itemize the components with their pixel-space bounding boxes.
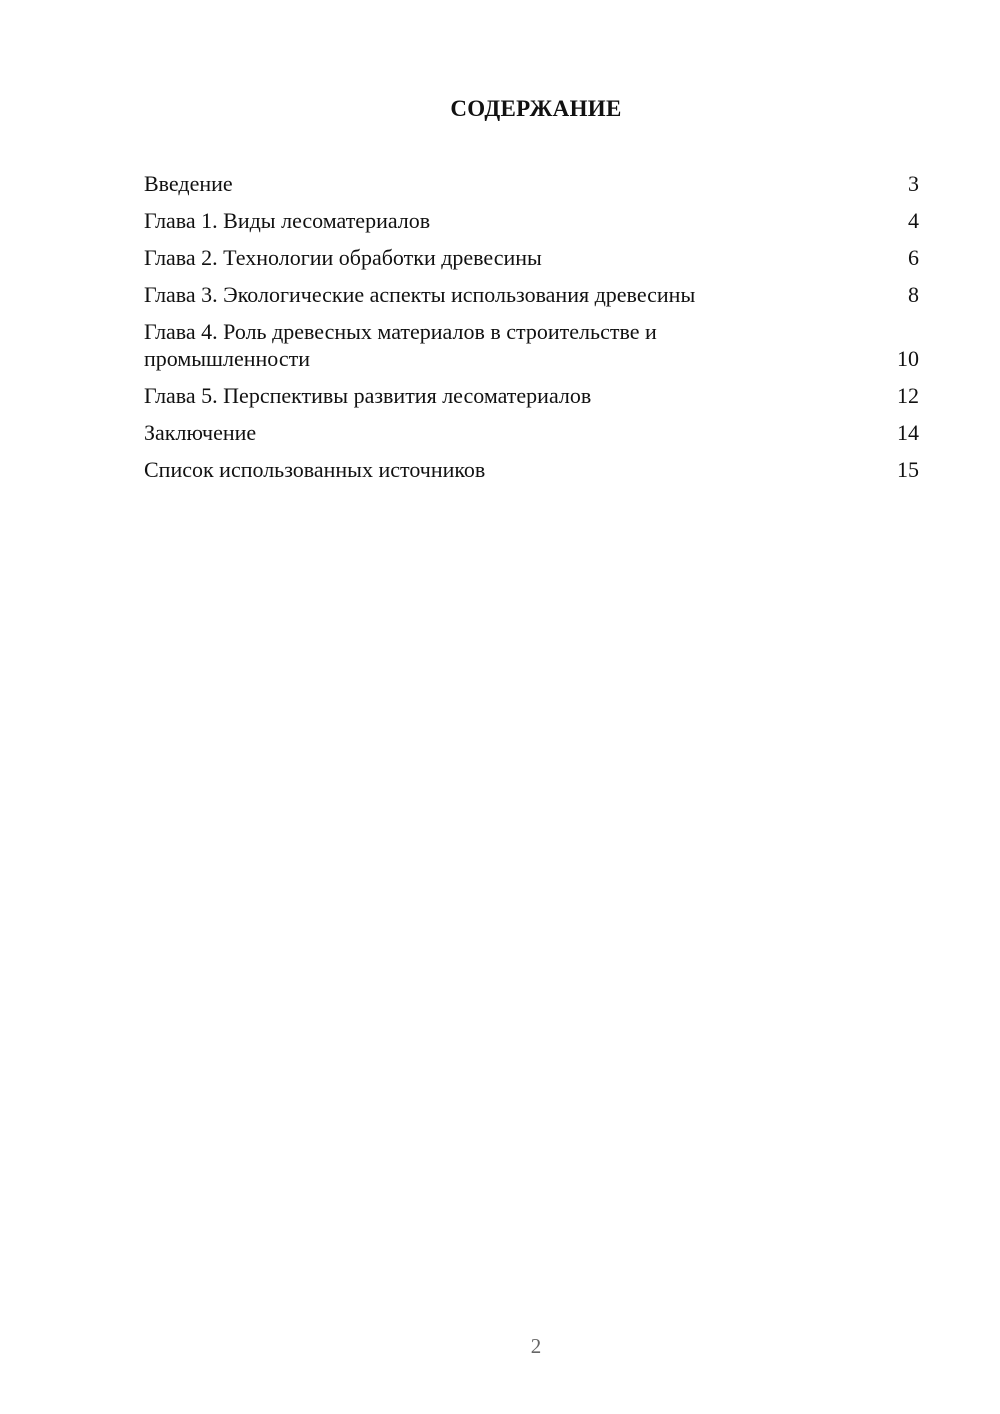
toc-entry-page-number: 8: [908, 282, 919, 307]
toc-entry-title: Введение: [144, 171, 233, 196]
toc-entry-page-number: 15: [897, 457, 919, 482]
toc-entry-title: Глава 1. Виды лесоматериалов: [144, 208, 431, 233]
table-of-contents: [144, 170, 919, 493]
toc-entry-title: Глава 4. Роль древесных материалов в строительстве и промышленности: [144, 319, 657, 371]
toc-entry-chapter-3[interactable]: [144, 281, 919, 308]
toc-entry-title: Глава 2. Технологии обработки древесины: [144, 245, 542, 270]
toc-entry-references[interactable]: [144, 456, 919, 483]
toc-entry-chapter-2[interactable]: [144, 244, 919, 271]
toc-entry-title: Список использованных источников: [144, 457, 486, 482]
toc-entry-page-number: 14: [897, 420, 919, 445]
toc-entry-title: Заключение: [144, 420, 257, 445]
toc-entry-chapter-1[interactable]: [144, 207, 919, 234]
toc-entry-page-number: 6: [908, 245, 919, 270]
toc-title: СОДЕРЖАНИЕ: [450, 96, 622, 121]
toc-entry-page-number: 10: [897, 346, 919, 371]
toc-entry-chapter-5[interactable]: [144, 382, 919, 409]
toc-entry-page-number: 12: [897, 383, 919, 408]
toc-entry-introduction[interactable]: [144, 170, 919, 197]
toc-entry-page-number: 4: [908, 208, 919, 233]
page-number: 2: [530, 1334, 542, 1358]
toc-entry-chapter-4[interactable]: [144, 318, 919, 372]
toc-entry-title: Глава 3. Экологические аспекты использования древесины: [144, 282, 696, 307]
toc-entry-page-number: 3: [908, 171, 919, 196]
toc-entry-title: Глава 5. Перспективы развития лесоматериалов: [144, 383, 592, 408]
toc-entry-conclusion[interactable]: [144, 419, 919, 446]
